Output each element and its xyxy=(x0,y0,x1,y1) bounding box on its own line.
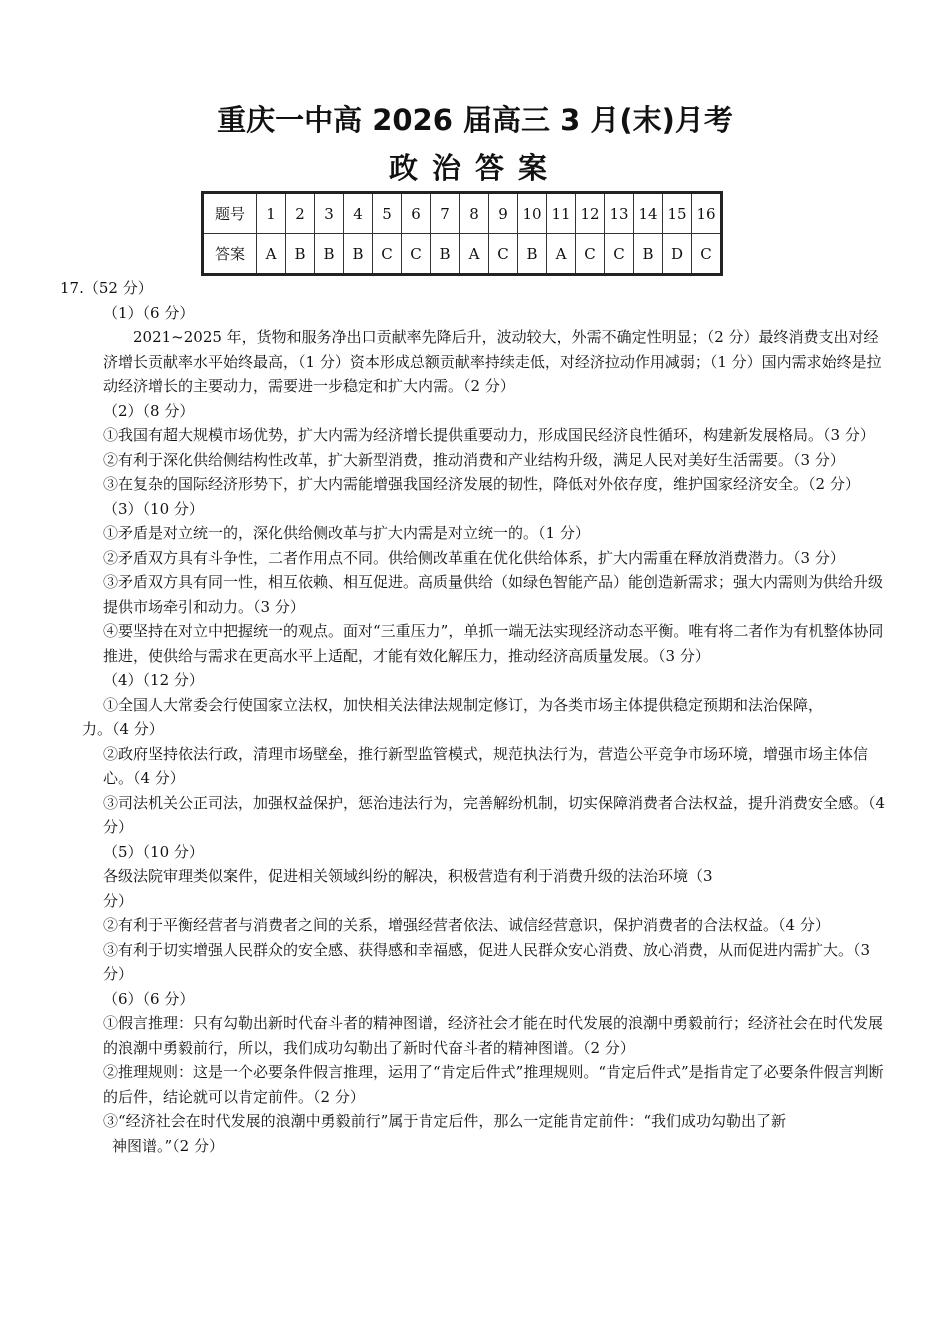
table-cell: 1 xyxy=(257,193,286,234)
page-subtitle: 政治答案 xyxy=(388,151,561,185)
table-cell: 9 xyxy=(489,193,518,234)
table-cell: 12 xyxy=(576,193,605,234)
part-1-text: 2021~2025 年，货物和服务净出口贡献率先降后升，波动较大，外需不确定性明显；（2 分）最终消费支出对经济增长贡献率水平始终最高，（1 分）资本形成总额贡献率持续走低，对经济拉动作用减弱；（1 分）国内需求始终是拉动经济增长的主要动力，需要进一步稳定和扩大内需。（2 分） xyxy=(103,328,882,395)
table-cell: 13 xyxy=(605,193,634,234)
table-cell: 4 xyxy=(344,193,373,234)
table-cell: 7 xyxy=(431,193,460,234)
part-1-heading: （1）（6 分） xyxy=(103,303,195,322)
list-item: ①全国人大常委会行使国家立法权，加快相关法律法规制定修订，为各类市场主体提供稳定预期和法治保障， xyxy=(103,695,824,714)
table-cell: B xyxy=(344,234,373,275)
table-cell: 6 xyxy=(402,193,431,234)
list-item: ②有利于平衡经营者与消费者之间的关系，增强经营者依法、诚信经营意识，保护消费者的合法权益。（4 分） xyxy=(103,916,830,934)
table-cell: C xyxy=(576,234,605,275)
table-cell: 10 xyxy=(518,193,547,234)
part-3-heading: （3）（10 分） xyxy=(103,499,204,518)
list-item-tail: 分） xyxy=(103,891,134,910)
table-cell: A xyxy=(257,234,286,275)
table-cell: 16 xyxy=(692,193,722,234)
table-cell: C xyxy=(402,234,431,275)
table-cell: 3 xyxy=(315,193,344,234)
answer-table-number-row xyxy=(203,193,722,234)
list-item-tail: 力。（4 分） xyxy=(82,720,164,738)
table-cell: C xyxy=(605,234,634,275)
list-item: ②推理规则：这是一个必要条件假言推理，运用了“肯定后件式”推理规则。“肯定后件式”是指肯定了必要条件假言判断的后件，结论就可以肯定前件。（2 分） xyxy=(103,1063,884,1106)
table-cell: B xyxy=(286,234,315,275)
table-cell: C xyxy=(692,234,722,275)
table-header-answer: 答案 xyxy=(203,234,257,275)
list-item: ③司法机关公正司法，加强权益保护，惩治违法行为，完善解纷机制，切实保障消费者合法权益，提升消费安全感。（4 分） xyxy=(103,793,886,836)
list-item: 各级法院审理类似案件，促进相关领域纠纷的解决，积极营造有利于消费升级的法治环境（3 xyxy=(103,867,713,885)
list-item: ①矛盾是对立统一的，深化供给侧改革与扩大内需是对立统一的。（1 分） xyxy=(103,524,590,542)
table-cell: A xyxy=(460,234,489,275)
part-4-heading: （4）（12 分） xyxy=(103,671,204,689)
table-cell: 15 xyxy=(663,193,692,234)
part-5-heading: （5）（10 分） xyxy=(103,842,204,861)
table-header-number: 题号 xyxy=(203,193,257,234)
list-item: ③在复杂的国际经济形势下，扩大内需能增强我国经济发展的韧性，降低对外依存度，维护国家经济安全。（2 分） xyxy=(103,475,860,493)
list-item: ③有利于切实增强人民群众的安全感、获得感和幸福感，促进人民群众安心消费、放心消费，从而促进内需扩大。（3 分） xyxy=(103,940,871,983)
list-item: ①我国有超大规模市场优势，扩大内需为经济增长提供重要动力，形成国民经济良性循环，构建新发展格局。（3 分） xyxy=(103,426,875,444)
answer-table-answer-row xyxy=(203,234,722,275)
answer-table xyxy=(201,191,723,276)
table-cell: D xyxy=(663,234,692,275)
table-cell: 11 xyxy=(547,193,576,234)
list-item: ②政府坚持依法行政，清理市场壁垒，推行新型监管模式，规范执法行为，营造公平竞争市场环境，增强市场主体信心。（4 分） xyxy=(103,744,869,787)
table-cell: A xyxy=(547,234,576,275)
part-2-heading: （2）（8 分） xyxy=(103,401,195,420)
list-item: ②有利于深化供给侧结构性改革，扩大新型消费，推动消费和产业结构升级，满足人民对美好生活需要。（3 分） xyxy=(103,450,845,469)
table-cell: B xyxy=(315,234,344,275)
table-cell: 14 xyxy=(634,193,663,234)
table-cell: 5 xyxy=(373,193,402,234)
list-item: ②矛盾双方具有斗争性，二者作用点不同。供给侧改革重在优化供给体系，扩大内需重在释放消费潜力。（3 分） xyxy=(103,548,845,567)
table-cell: 8 xyxy=(460,193,489,234)
list-item: ③矛盾双方具有同一性，相互依赖、相互促进。高质量供给（如绿色智能产品）能创造新需求；强大内需则为供给升级提供市场牵引和动力。（3 分） xyxy=(103,573,884,616)
question-17-answer xyxy=(60,276,890,1158)
part-6-heading: （6）（6 分） xyxy=(103,989,195,1008)
list-item: ③“经济社会在时代发展的浪潮中勇毅前行”属于肯定后件，那么一定能肯定前件：“我们成功勾勒出了新 xyxy=(103,1112,787,1130)
table-cell: 2 xyxy=(286,193,315,234)
table-cell: B xyxy=(518,234,547,275)
page-title: 重庆一中高 2026 届高三 3 月(末)月考 xyxy=(217,103,733,137)
list-item: ①假言推理：只有勾勒出新时代奋斗者的精神图谱，经济社会才能在时代发展的浪潮中勇毅前行；经济社会在时代发展的浪潮中勇毅前行，所以，我们成功勾勒出了新时代奋斗者的精神图谱。（2 分） xyxy=(103,1014,884,1057)
table-cell: B xyxy=(634,234,663,275)
table-cell: B xyxy=(431,234,460,275)
table-cell: C xyxy=(373,234,402,275)
question-heading: 17.（52 分） xyxy=(60,279,153,297)
list-item-tail: 神图谱。”（2 分） xyxy=(112,1136,224,1155)
table-cell: C xyxy=(489,234,518,275)
list-item: ④要坚持在对立中把握统一的观点。面对“三重压力”，单抓一端无法实现经济动态平衡。唯有将二者作为有机整体协同推进，使供给与需求在更高水平上适配，才能有效化解压力，推动经济高质量发展。（3 分） xyxy=(103,622,884,665)
